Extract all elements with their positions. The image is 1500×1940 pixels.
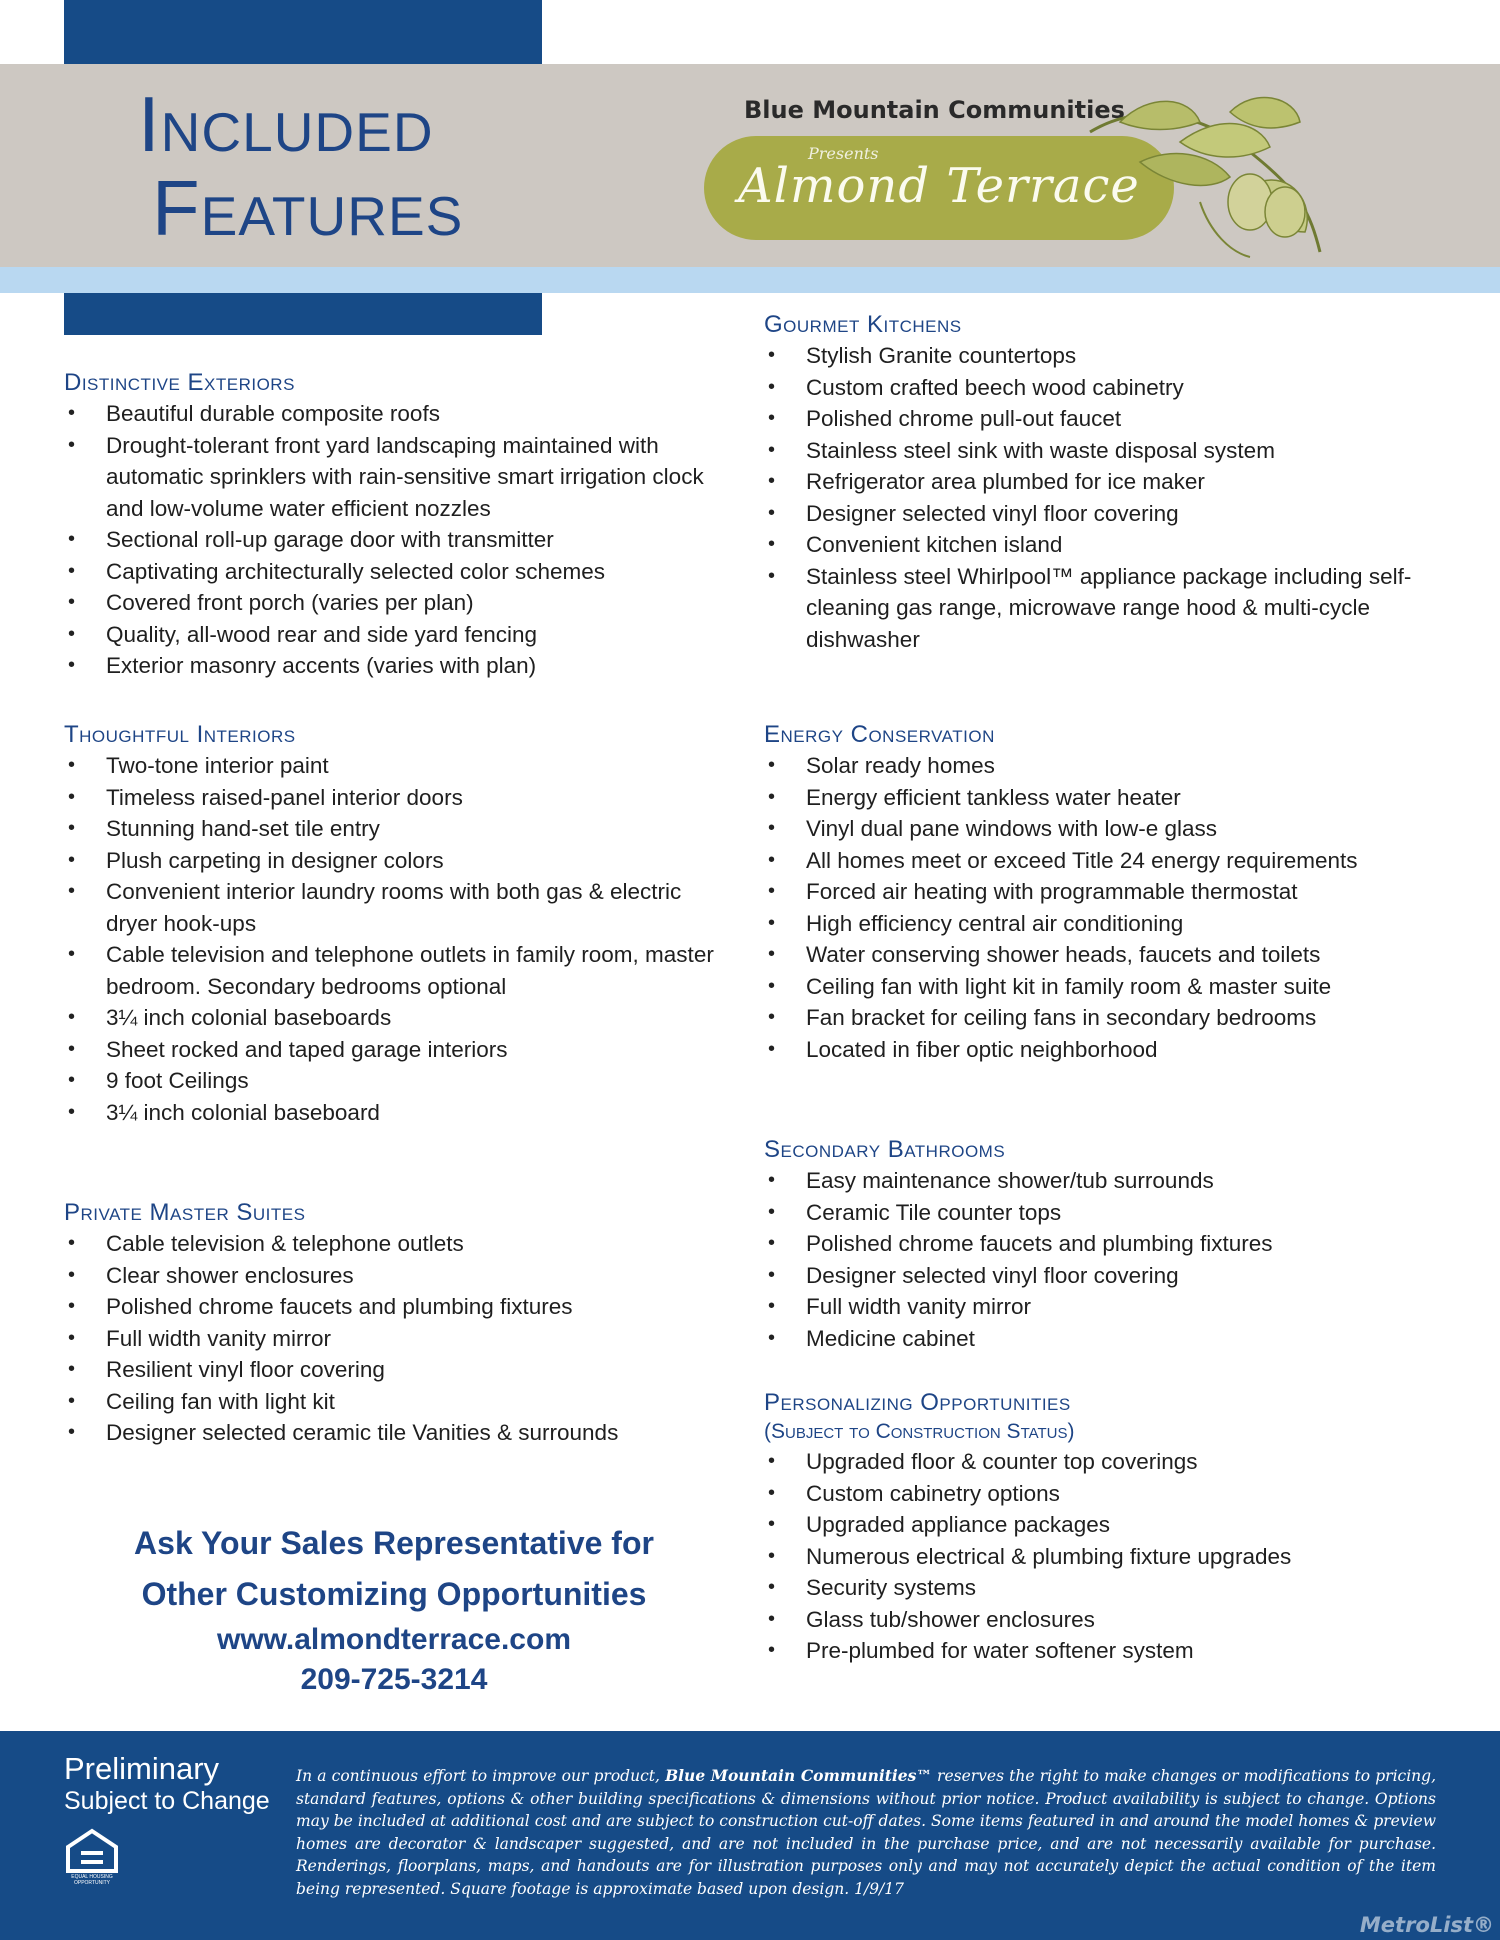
- equal-housing-text: EQUAL HOUSING OPPORTUNITY: [71, 1874, 113, 1886]
- section-thoughtful-interiors: [64, 720, 724, 1128]
- feature-list: [64, 750, 724, 1128]
- list-item: • Sheet rocked and taped garage interiors: [64, 1034, 724, 1066]
- cta-line-2: Other Customizing Opportunities: [141, 1576, 647, 1612]
- section-title: Energy Conservation: [764, 721, 995, 748]
- list-item: • Stunning hand-set tile entry: [64, 813, 724, 845]
- list-item: • Covered front porch (varies per plan): [64, 587, 724, 619]
- almond-branch-icon: [1080, 92, 1330, 262]
- list-item: • Glass tub/shower enclosures: [764, 1604, 1424, 1636]
- top-accent-block: [64, 0, 542, 64]
- equal-housing-icon: [64, 1827, 120, 1873]
- preliminary-label: Preliminary: [64, 1751, 220, 1786]
- list-item: • Plush carpeting in designer colors: [64, 845, 724, 877]
- section-title: Gourmet Kitchens: [764, 311, 962, 338]
- title-line-2: Features: [152, 164, 464, 252]
- cta-line-1: Ask Your Sales Representative for: [134, 1525, 654, 1561]
- list-item: • Medicine cabinet: [764, 1323, 1424, 1355]
- section-title: Distinctive Exteriors: [64, 369, 295, 396]
- section-title: Personalizing Opportunities: [764, 1389, 1071, 1416]
- list-item: • Cable television & telephone outlets: [64, 1228, 724, 1260]
- list-item: • Upgraded appliance packages: [764, 1509, 1424, 1541]
- section-distinctive-exteriors: [64, 368, 724, 682]
- list-item: • Numerous electrical & plumbing fixture upgrades: [764, 1541, 1424, 1573]
- list-item: • Ceramic Tile counter tops: [764, 1197, 1424, 1229]
- section-private-master-suites: [64, 1198, 724, 1449]
- list-item: • Stainless steel sink with waste disposal system: [764, 435, 1424, 467]
- sales-call-to-action: [64, 1518, 724, 1700]
- list-item: • Designer selected ceramic tile Vanities & surrounds: [64, 1417, 724, 1449]
- list-item: • Water conserving shower heads, faucets and toilets: [764, 939, 1444, 971]
- list-item: • Solar ready homes: [764, 750, 1444, 782]
- list-item: • Beautiful durable composite roofs: [64, 398, 724, 430]
- section-title: Secondary Bathrooms: [764, 1136, 1006, 1163]
- section-energy-conservation: [764, 720, 1444, 1065]
- list-item: • Convenient kitchen island: [764, 529, 1424, 561]
- list-item: • Polished chrome faucets and plumbing fixtures: [64, 1291, 724, 1323]
- list-item: • Designer selected vinyl floor covering: [764, 498, 1424, 530]
- title-line-1: Included: [138, 80, 434, 168]
- list-item: • Easy maintenance shower/tub surrounds: [764, 1165, 1424, 1197]
- list-item: • Security systems: [764, 1572, 1424, 1604]
- list-item: • 9 foot Ceilings: [64, 1065, 724, 1097]
- disclaimer-body: reserves the right to make changes or modifications to pricing, standard features, options & other building specifications & dimensions without prior notice. Product availability is subject to change. Options may be included at additional cost and are subject to construction cut-off dates. Some items featured in and around the model homes & preview homes are decorator & landscaper suggested, and are not included in the purchase price, and are not necessarily available for purchase. Renderings, floorplans, maps, and handouts are for illustration purposes only and may not accurately depict the actual condition of the item being represented. Square footage is approximate based upon design. 1/9/17: [296, 1767, 1436, 1898]
- list-item: • Drought-tolerant front yard landscaping maintained with automatic sprinklers with rain-sensitive smart irrigation clock and low-volume water efficient nozzles: [64, 430, 724, 525]
- website-link[interactable]: www.almondterrace.com: [217, 1623, 571, 1656]
- legal-disclaimer: [296, 1765, 1436, 1900]
- brand-name: Blue Mountain Communities: [744, 96, 1125, 124]
- list-item: • Polished chrome faucets and plumbing fixtures: [764, 1228, 1424, 1260]
- list-item: • Vinyl dual pane windows with low-e glass: [764, 813, 1444, 845]
- list-item: • Stainless steel Whirlpool™ appliance package including self-cleaning gas range, microwave range hood & multi-cycle dishwasher: [764, 561, 1424, 656]
- feature-list: [764, 1446, 1424, 1667]
- list-item: • High efficiency central air conditioning: [764, 908, 1444, 940]
- list-item: • 3¼ inch colonial baseboards: [64, 1002, 724, 1034]
- disclaimer-brand: Blue Mountain Communities™: [665, 1766, 932, 1785]
- feature-list: [64, 1228, 724, 1449]
- list-item: • Custom cabinetry options: [764, 1478, 1424, 1510]
- list-item: • Forced air heating with programmable thermostat: [764, 876, 1444, 908]
- list-item: • Custom crafted beech wood cabinetry: [764, 372, 1424, 404]
- feature-list: [764, 1165, 1424, 1354]
- section-title: Thoughtful Interiors: [64, 721, 296, 748]
- section-title: Private Master Suites: [64, 1199, 306, 1226]
- list-item: • Resilient vinyl floor covering: [64, 1354, 724, 1386]
- disclaimer-intro: In a continuous effort to improve our product,: [296, 1767, 666, 1785]
- list-item: • Captivating architecturally selected color schemes: [64, 556, 724, 588]
- feature-list: [64, 398, 724, 682]
- list-item: • Polished chrome pull-out faucet: [764, 403, 1424, 435]
- list-item: • Refrigerator area plumbed for ice maker: [764, 466, 1424, 498]
- brand-presents: Presents: [808, 144, 879, 163]
- section-gourmet-kitchens: [764, 310, 1424, 655]
- feature-list: [764, 750, 1444, 1065]
- section-personalizing-opportunities: [764, 1388, 1424, 1667]
- list-item: • Quality, all-wood rear and side yard fencing: [64, 619, 724, 651]
- list-item: • Ceiling fan with light kit: [64, 1386, 724, 1418]
- list-item: • Full width vanity mirror: [764, 1291, 1424, 1323]
- brand-script-title: Almond Terrace: [738, 158, 1140, 214]
- list-item: • Clear shower enclosures: [64, 1260, 724, 1292]
- phone-number[interactable]: 209-725-3214: [300, 1663, 488, 1696]
- page-title: [138, 82, 463, 250]
- list-item: • Sectional roll-up garage door with transmitter: [64, 524, 724, 556]
- list-item: • Two-tone interior paint: [64, 750, 724, 782]
- footer: [0, 1731, 1500, 1940]
- list-item: • Stylish Granite countertops: [764, 340, 1424, 372]
- brand-logo: [700, 92, 1330, 262]
- section-subtitle: (Subject to Construction Status): [764, 1420, 1075, 1443]
- list-item: • All homes meet or exceed Title 24 energy requirements: [764, 845, 1444, 877]
- metrolist-watermark: MetroList®: [1359, 1913, 1494, 1937]
- list-item: • Ceiling fan with light kit in family room & master suite: [764, 971, 1444, 1003]
- lower-accent-block: [64, 293, 542, 335]
- section-secondary-bathrooms: [764, 1135, 1424, 1354]
- light-blue-strip: [0, 267, 1500, 293]
- list-item: • Located in fiber optic neighborhood: [764, 1034, 1444, 1066]
- list-item: • Designer selected vinyl floor covering: [764, 1260, 1424, 1292]
- list-item: • Pre-plumbed for water softener system: [764, 1635, 1424, 1667]
- list-item: • Fan bracket for ceiling fans in secondary bedrooms: [764, 1002, 1444, 1034]
- list-item: • Full width vanity mirror: [64, 1323, 724, 1355]
- list-item: • Upgraded floor & counter top coverings: [764, 1446, 1424, 1478]
- list-item: • 3¼ inch colonial baseboard: [64, 1097, 724, 1129]
- list-item: • Energy efficient tankless water heater: [764, 782, 1444, 814]
- feature-list: [764, 340, 1424, 655]
- subject-to-change-label: Subject to Change: [64, 1787, 270, 1815]
- list-item: • Exterior masonry accents (varies with plan): [64, 650, 724, 682]
- list-item: • Cable television and telephone outlets in family room, master bedroom. Secondary bedrooms optional: [64, 939, 724, 1002]
- list-item: • Convenient interior laundry rooms with both gas & electric dryer hook-ups: [64, 876, 724, 939]
- list-item: • Timeless raised-panel interior doors: [64, 782, 724, 814]
